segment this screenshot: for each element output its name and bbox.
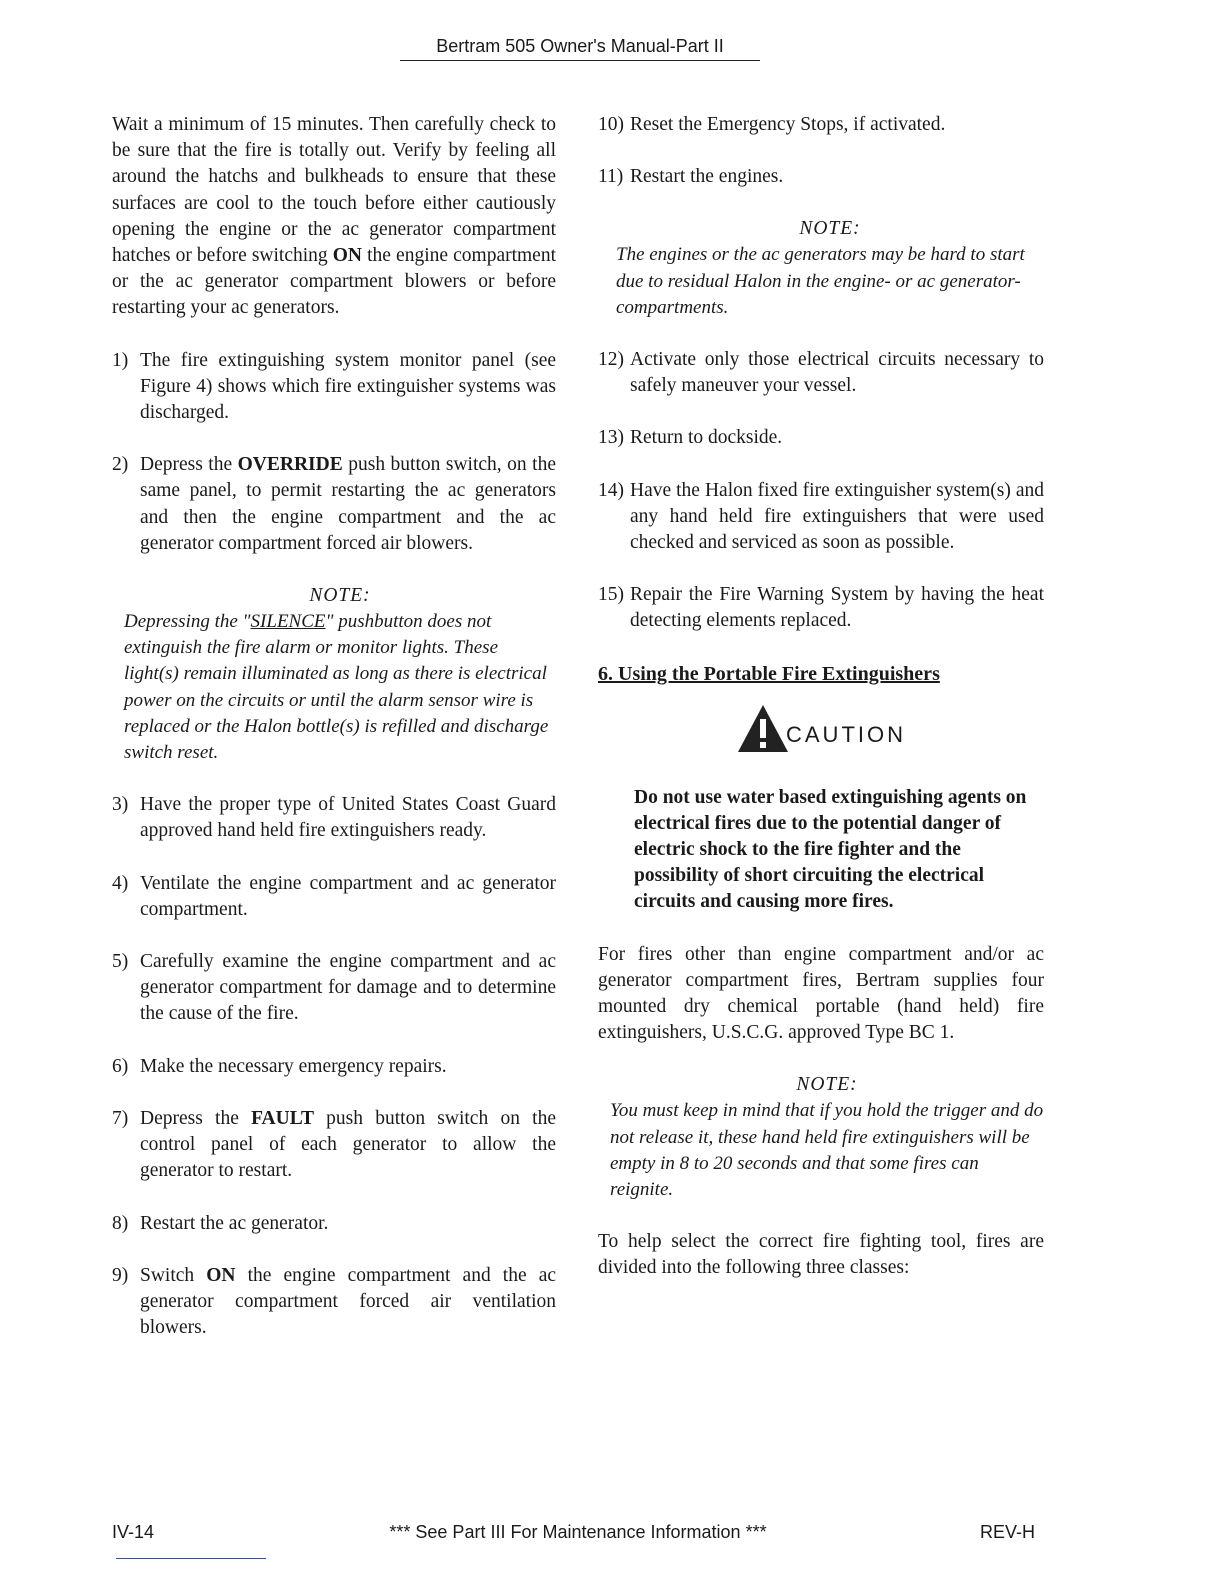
step-14 (598, 478, 1044, 557)
step-number: 8) (112, 1212, 129, 1234)
step-4 (112, 871, 556, 923)
portable-extinguishers-paragraph: For fires other than engine compartment and/or ac generator compartment fires, Bertram supplies four mounted dry chemical portable (hand held) fire extinguishers, U.S.C.G. approved Type BC 1. (598, 943, 1044, 1044)
step-15 (598, 582, 1044, 634)
note-body: You must keep in mind that if you hold the trigger and do not release it, these hand held fire extinguishers will be empty in 8 to 20 seconds and that some fires can reignite. (610, 1100, 1044, 1201)
note-text-pre: Depressing the " (124, 611, 251, 633)
step-number: 5) (112, 951, 129, 973)
step-9 (112, 1263, 556, 1342)
step-11 (598, 164, 1044, 190)
page-header: Bertram 505 Owner's Manual-Part II (400, 36, 760, 61)
section-title: 6. Using the Portable Fire Extinguishers (598, 662, 940, 685)
step-number: 6) (112, 1055, 129, 1077)
note-trigger (598, 1072, 1044, 1203)
footer-note: *** See Part III For Maintenance Information *** (389, 1522, 767, 1542)
note-title: NOTE: (796, 1074, 858, 1096)
step-8 (112, 1211, 556, 1237)
fire-classes-paragraph: To help select the correct fire fighting tool, fires are divided into the following three classes: (598, 1231, 1044, 1279)
step-text: Have the proper type of United States Coast Guard approved hand held fire extinguishers ready. (140, 794, 556, 842)
step-number: 9) (112, 1264, 129, 1286)
step-text-post: push button switch, on the same panel, to permit restarting the ac generators and then the engine compartment and the ac generator compartment forced air blowers. (140, 454, 556, 554)
note-body: The engines or the ac generators may be hard to start due to residual Halon in the engine- or ac generator-compartments. (616, 244, 1025, 318)
step-number: 11) (598, 166, 624, 188)
step-7 (112, 1106, 556, 1185)
step-number: 10) (598, 114, 624, 135)
step-text: Reset the Emergency Stops, if activated. (630, 114, 946, 135)
step-text-post: push button switch on the control panel of each generator to allow the generator to restart. (140, 1107, 556, 1182)
warning-triangle-icon (736, 702, 790, 761)
step-text: Carefully examine the engine compartment and ac generator compartment for damage and to determine the cause of the fire. (140, 951, 556, 1025)
step-number: 1) (112, 349, 129, 371)
step-13 (598, 425, 1044, 451)
on-label: ON (206, 1264, 236, 1286)
step-text-pre: Switch (140, 1264, 207, 1286)
left-column (112, 112, 556, 1367)
step-6 (112, 1054, 556, 1080)
step-text: Restart the engines. (630, 166, 784, 188)
step-text: Activate only those electrical circuits necessary to safely maneuver your vessel. (630, 349, 1044, 397)
caution-text: Do not use water based extinguishing agents on electrical fires due to the potential danger of electric shock to the fire fighter and the possibility of short circuiting the electrical circuits and causing more fires. (634, 786, 1027, 913)
right-column (598, 112, 1044, 1308)
step-3 (112, 792, 556, 844)
step-text (138, 1106, 556, 1185)
step-text: Restart the ac generator. (140, 1212, 329, 1234)
step-number: 13) (598, 427, 624, 449)
step-number: 3) (112, 794, 129, 816)
note-title: NOTE: (309, 585, 371, 607)
caution-label: CAUTION (786, 721, 906, 747)
step-number: 2) (112, 454, 129, 476)
step-number: 14) (598, 479, 624, 501)
step-number: 12) (598, 349, 624, 371)
intro-bold: ON (332, 245, 363, 267)
revision-label: REV-H (980, 1522, 1036, 1542)
step-1 (112, 348, 556, 427)
step-text-post: the engine compartment and the ac generator compartment forced air ventilation blowers. (140, 1264, 557, 1339)
step-text: Ventilate the engine compartment and ac generator compartment. (140, 872, 556, 920)
fault-label: FAULT (251, 1107, 314, 1129)
step-text-pre: Depress the (140, 454, 238, 476)
note-body (124, 609, 556, 766)
step-10 (598, 112, 1044, 138)
step-text-pre: Depress the (140, 1107, 252, 1129)
footer-rule (116, 1558, 266, 1559)
step-text: Repair the Fire Warning System by having the heat detecting elements replaced. (630, 584, 1044, 632)
page-number: IV-14 (112, 1522, 155, 1542)
step-number: 15) (598, 584, 624, 606)
override-label: OVERRIDE (237, 454, 343, 476)
silence-label: SILENCE (250, 611, 326, 633)
step-text (138, 452, 556, 557)
note-title: NOTE: (799, 218, 861, 240)
intro-text: Wait a minimum of 15 minutes. Then carefully check to be sure that the fire is totally out. Verify by feeling all around the hatchs and bulkheads to ensure that these surfaces are cool to the touch before either cautiously opening the engine or the ac generator compartment hatches or before switching (112, 114, 556, 267)
step-text: The fire extinguishing system monitor panel (see Figure 4) shows which fire extinguisher systems was discharged. (140, 349, 556, 424)
step-number: 4) (112, 872, 129, 894)
step-text (138, 1263, 556, 1342)
step-5 (112, 949, 556, 1028)
step-text: Return to dockside. (630, 427, 783, 449)
step-2 (112, 452, 556, 557)
step-12 (598, 347, 1044, 399)
intro-paragraph (112, 112, 556, 322)
intro-tail: the engine compartment or the ac generator compartment blowers or before restarting your ac generators. (112, 245, 557, 319)
note-text-post: " pushbutton does not extinguish the fire alarm or monitor lights. These light(s) remain illuminated as long as there is electrical power on the circuits or until the alarm sensor wire is replaced or the Halon bottle(s) is refilled and discharge switch reset. (124, 611, 549, 764)
caution-header (598, 705, 1044, 759)
note-silence (112, 583, 556, 766)
step-number: 7) (112, 1107, 129, 1129)
step-text: Have the Halon fixed fire extinguisher system(s) and any hand held fire extinguishers that were used checked and serviced as soon as possible. (630, 479, 1044, 554)
note-residual-halon (598, 216, 1044, 321)
step-text: Make the necessary emergency repairs. (140, 1055, 447, 1077)
